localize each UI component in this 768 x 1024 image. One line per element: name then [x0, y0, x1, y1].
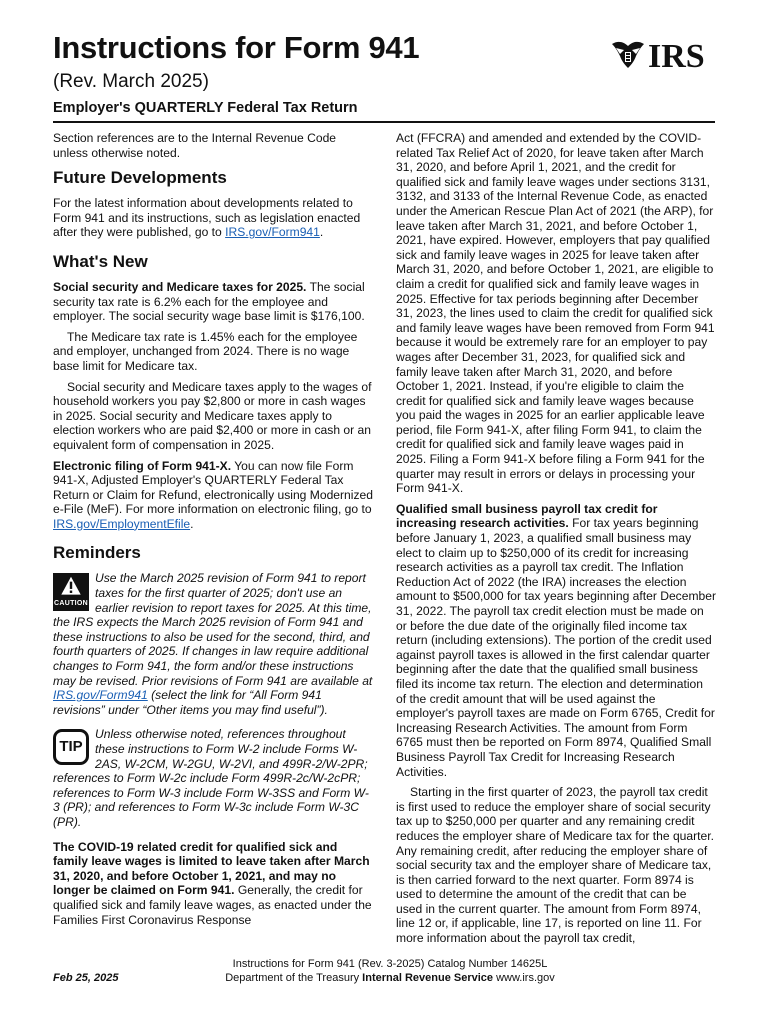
employment-efile-link[interactable]: IRS.gov/EmploymentEfile: [53, 516, 191, 531]
tip-icon: [53, 729, 89, 765]
irs-form941-revisions-link[interactable]: IRS.gov/Form941: [53, 688, 148, 703]
intro-text: Section references are to the Internal Revenue Code unless otherwise noted.: [53, 131, 337, 160]
right-column: [396, 131, 716, 952]
medicare-rate-paragraph: The Medicare tax rate is 1.45% each for the employee and employer, unchanged from 2024. There is no wage base limit for Medicare tax.: [53, 329, 358, 373]
efile-941x-paragraph: Electronic filing of Form 941-X. You can now file Form 941-X, Adjusted Employer's QUARTERLY Federal Tax Return or Claim for Refund, electronically using Modernized e-File (MeF). For more information on electronic filing, go to IRS.gov/EmploymentEfile.: [53, 458, 373, 531]
payroll-tax-credit-paragraph: Qualified small business payroll tax credit for increasing research activities. For tax years beginning before January 1, 2023, a qualified small business may elect to claim up to $250,000 of its credit for increasing research activities as a payroll tax credit. The Inflation Reduction Act of 2022 (the IRA) increases the election amount to $500,000 for tax years beginning after December 31, 2022. The payroll tax credit election must be made on or before the due date of the originally filed income tax return (including extensions). The portion of the credit used against payroll taxes is allowed in the first calendar quarter beginning after the date that the qualified small business filed its income tax return. The election and determination of the credit amount that will be used against the employer's payroll taxes are made on Form 6765, Credit for Increasing Research Activities. The amount from Form 6765 must then be reported on Form 8974, Qualified Small Business Payroll Tax Credit for Increasing Research Activities.: [396, 501, 717, 779]
header-rule: [53, 121, 715, 123]
tip-note: TIP Unless otherwise noted, references throughout these instructions to Form W-2 include Forms W-2AS, W-2CM, W-2GU, W-2VI, and 499R-2/W-2PR; references to Form W-2c include Form 499R-2c/W-2cPR; references to Form W-3 include Form W-3SS and Form W-3 (PR); and references to Form W-3c include Form W-3C (PR).: [53, 727, 369, 829]
caution-note: CAUTION Use the March 2025 revision of Form 941 to report taxes for the first quarter of 2025; don't use an earlier revision to report taxes for 2025. At this time, the IRS expects the March 2025 revision of Form 941 and these instructions to also be used for the second, third, and fourth quarters of 2025. If changes in law require additional changes to Form 941, the form and/or these instructions may be revised. Prior revisions of Form 941 are available at IRS.gov/Form941 (select the link for “All Form 941 revisions” under “Other items you may find useful”).: [53, 571, 373, 717]
future-developments-text: For the latest information about developments related to Form 941 and its instructions, such as legislation enacted after they were published, go to IRS.gov/Form941.: [53, 196, 361, 240]
heading-future-developments: Future Developments: [53, 168, 227, 188]
revision-date: (Rev. March 2025): [53, 71, 209, 92]
payroll-credit-quarter-paragraph: Starting in the first quarter of 2023, the payroll tax credit is first used to reduce the employer share of social security tax up to $250,000 per quarter and any remaining credit reduces the employer share of Medicare tax for the quarter. Any remaining credit, after reducing the employer share of social security tax and the employer share of Medicare tax, is then carried forward to the next quarter. Form 8974 is used to determine the amount of the credit that can be used in the current quarter. The amount from Form 8974, line 12 or, if applicable, line 17, is reported on line 11. For more information about the payroll tax credit,: [396, 785, 714, 946]
footer-date: Feb 25, 2025: [53, 972, 119, 984]
heading-whats-new: What's New: [53, 251, 148, 271]
ffcra-continuation-paragraph: Act (FFCRA) and amended and extended by the COVID-related Tax Relief Act of 2020, for leave taken after March 31, 2020, and before April 1, 2021, and the credit for qualified sick and family leave wages under sections 3131, 3132, and 3133 of the Internal Revenue Code, as enacted under the American Rescue Plan Act of 2021 (the ARP), for leave taken after March 31, 2021, and before October 1, 2021, have expired. However, employers that pay qualified sick and family leave wages in 2025 for leave taken after March 31, 2020, and before October 1, 2021, are eligible to claim a credit for qualified sick and family leave wages in 2025. Effective for tax periods beginning after December 31, 2023, the lines used to claim the credit for qualified sick and family leave wages have been removed from Form 941 because it would be extremely rare for an employer to pay wages after December 31, 2023, for qualified sick and family leave taken after March 31, 2020, and before October 1, 2021. Instead, if you're eligible to claim the credit for qualified sick and family leave wages because you paid the wages in 2025 for an earlier applicable leave period, file Form 941-X, after filing Form 941, to claim the credit for qualified sick and family leave wages paid in 2025. Filing a Form 941-X before filing a Form 941 for the quarter may result in errors or delays in processing your Form 941-X.: [396, 131, 715, 496]
tip-label: TIP: [59, 738, 83, 756]
footer-info: [160, 957, 620, 985]
irs-logo-text: IRS: [648, 38, 705, 72]
footer-agency-line: Department of the Treasury Internal Revenue Service www.irs.gov: [225, 972, 555, 984]
irs-form941-link[interactable]: IRS.gov/Form941: [225, 225, 320, 240]
document-title: Instructions for Form 941: [53, 30, 420, 65]
caution-label: CAUTION: [54, 599, 88, 607]
household-workers-paragraph: Social security and Medicare taxes apply to the wages of household workers you pay $2,800 or more in cash wages in 2025. Social security and Medicare taxes apply to election workers who are paid $2,400 or more in cash or an equivalent form of compensation in 2025.: [53, 379, 372, 452]
irs-eagle-logo: [610, 36, 716, 72]
covid-credit-paragraph: The COVID-19 related credit for qualified sick and family leave wages is limited to leave taken after March 31, 2020, and before October 1, 2021, and may no longer be claimed on Form 941. Generally, the credit for qualified sick and family leave wages, as enacted under the Families First Coronavirus Response: [53, 839, 372, 927]
left-column: [53, 131, 373, 933]
ss-medicare-paragraph: Social security and Medicare taxes for 2025. The social security tax rate is 6.2% each for the employee and employer. The social security wage base limit is $176,100.: [53, 279, 365, 324]
footer-catalog-line: Instructions for Form 941 (Rev. 3-2025) Catalog Number 14625L: [232, 958, 548, 970]
document-subtitle: Employer's QUARTERLY Federal Tax Return: [53, 100, 358, 116]
caution-icon: [53, 573, 89, 611]
heading-reminders: Reminders: [53, 543, 141, 563]
